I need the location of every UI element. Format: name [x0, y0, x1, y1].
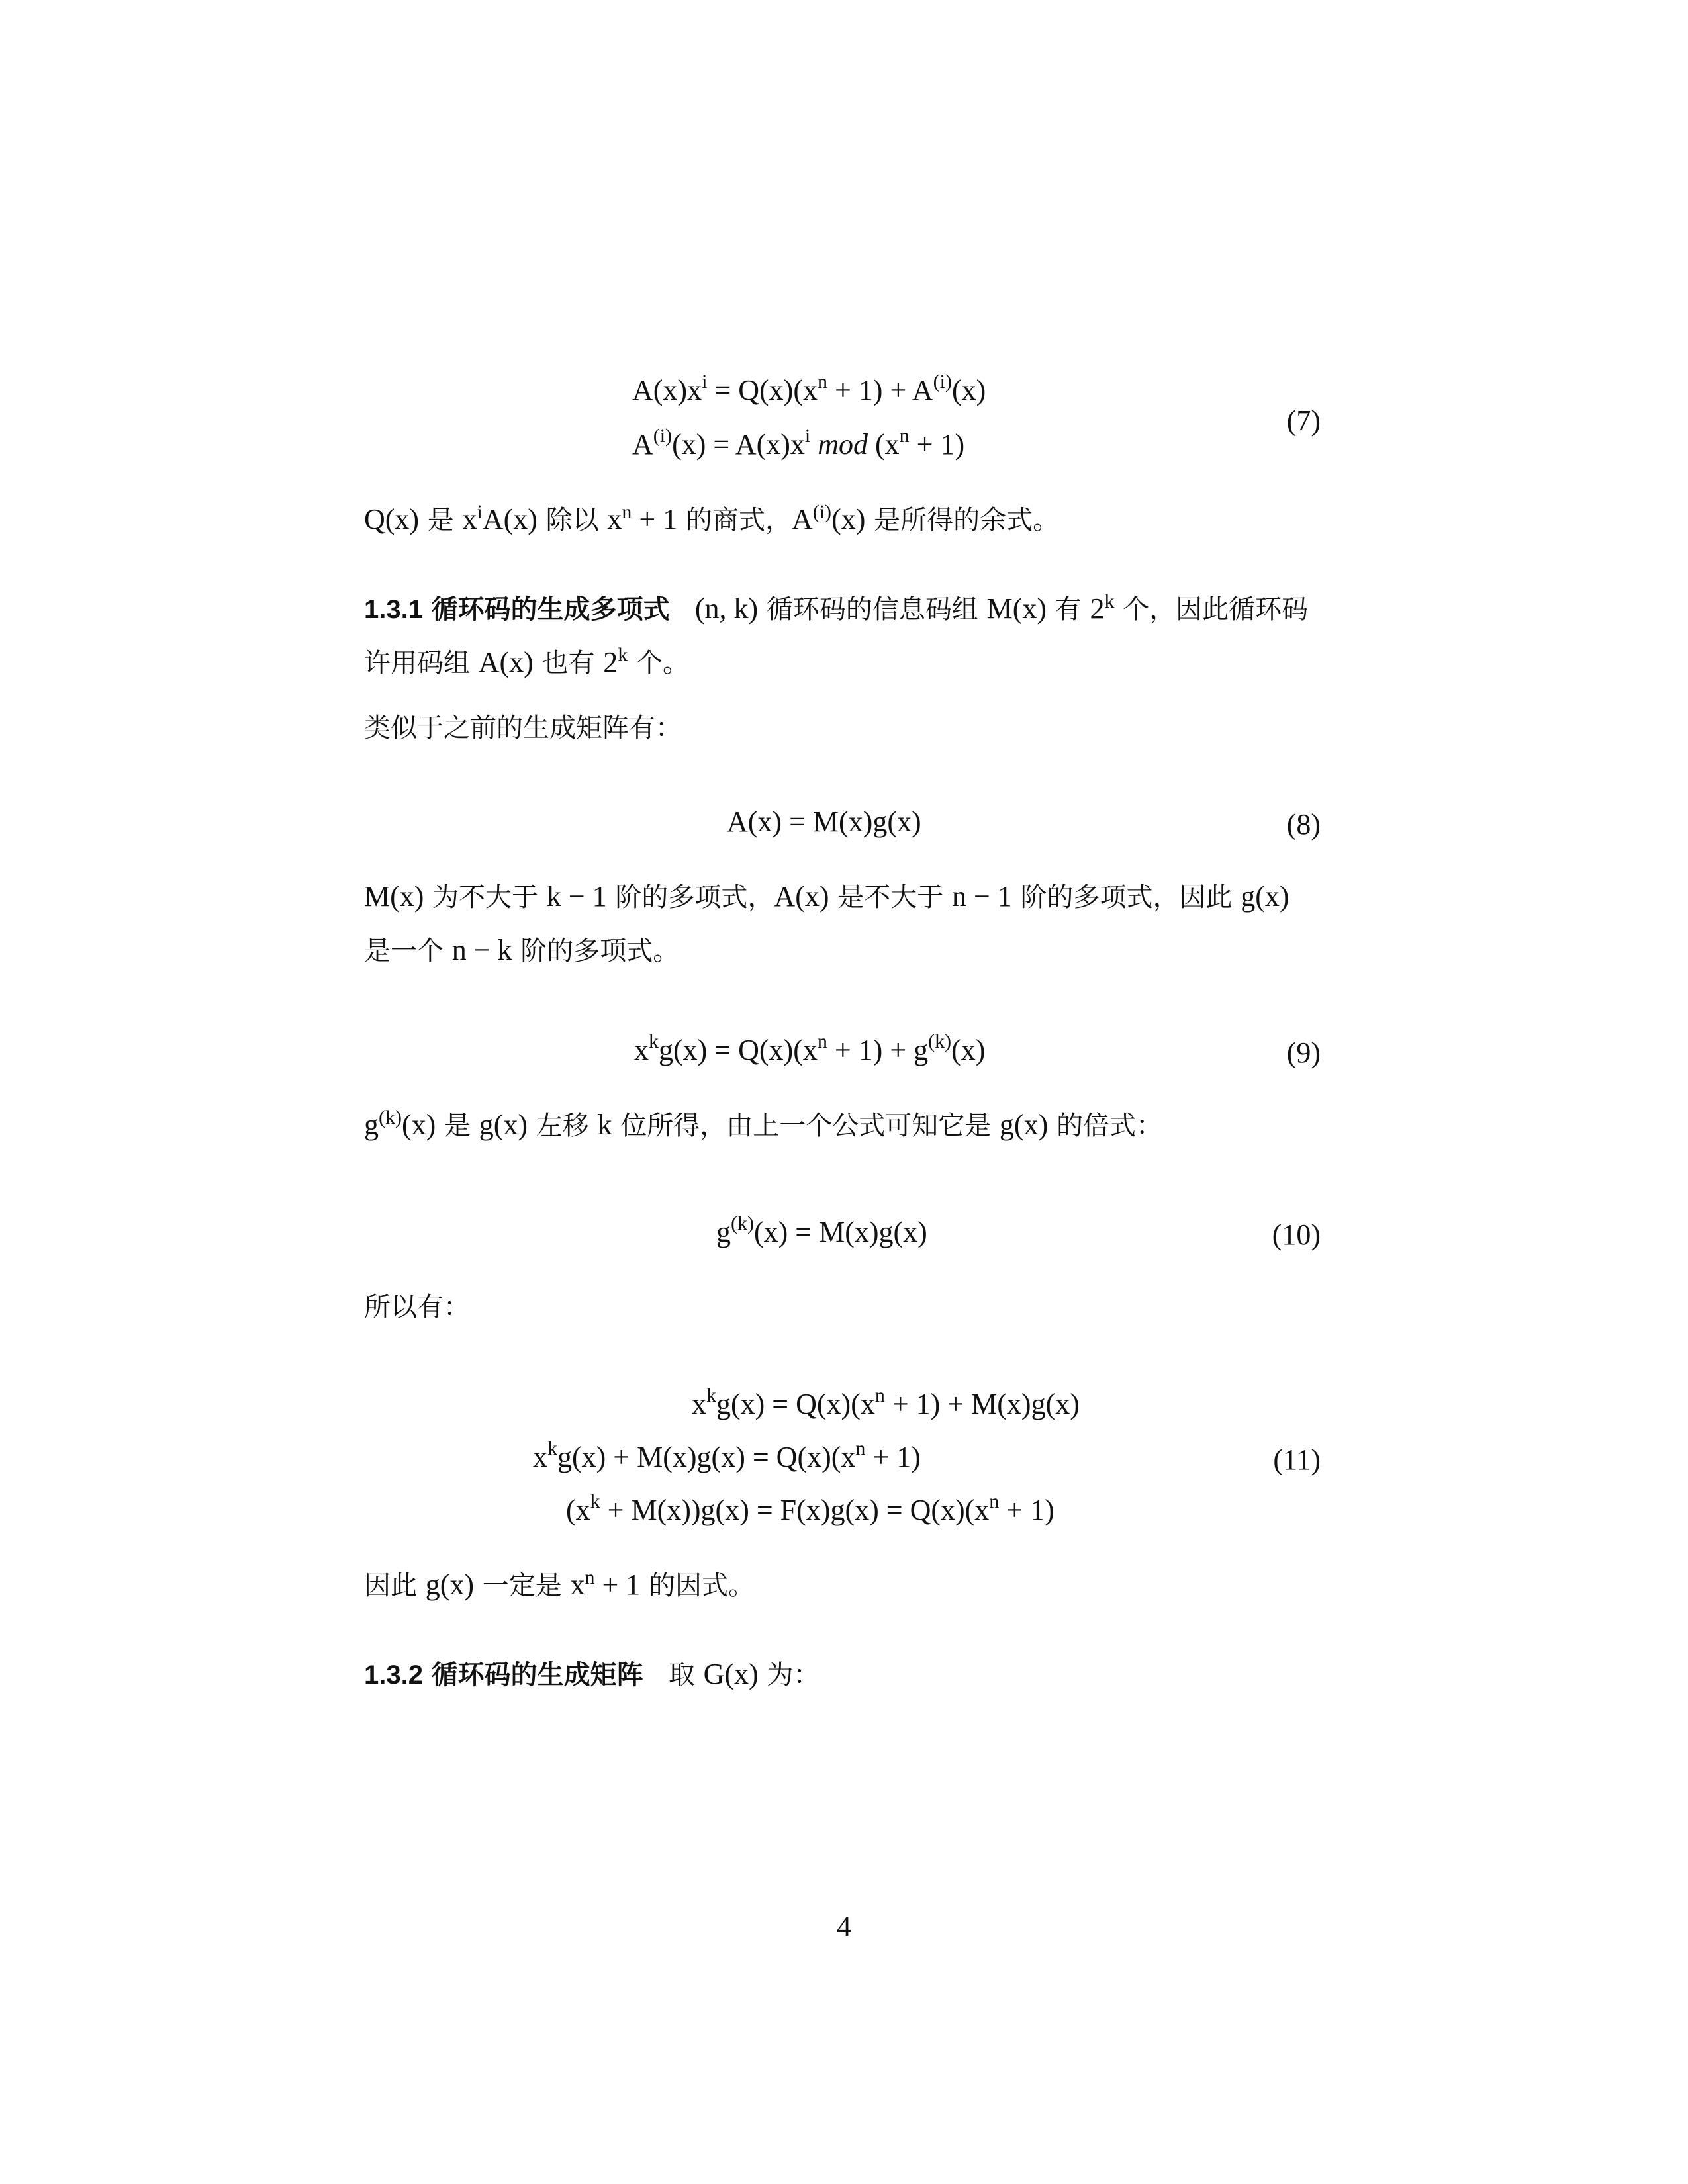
paragraph-degree: M(x) 为不大于 k − 1 阶的多项式，A(x) 是不大于 n − 1 阶的多项式，因此 g(x) 是一个 n − k 阶的多项式。	[364, 880, 1289, 966]
equation-7-number: (7)	[1286, 404, 1321, 437]
paragraph-generator-matrix-intro: 类似于之前的生成矩阵有：	[364, 713, 682, 743]
equation-9: $x^kg(x) = Q(x)(x^n + 1) + g^{(k)}(x)$	[634, 1030, 986, 1066]
section-title: 循环码的生成矩阵	[431, 1660, 643, 1690]
equation-7-line-1: $A(x)x^i = Q(x)(x^n + 1) + A^{(i)}(x)$	[632, 371, 986, 406]
section-title: 循环码的生成多项式	[431, 594, 670, 625]
equation-11-line-2: $x^kg(x) + M(x)g(x) = Q(x)(x^n + 1)$	[533, 1437, 921, 1473]
section-number: 1.3.1	[364, 595, 423, 624]
equation-7-line-2: $A^{(i)}(x) = A(x)x^i$ mod $(x^n + 1)$	[632, 425, 965, 461]
paragraph-quotient: Q(x) 是 $x^iA(x)$ 除以 $x^n + 1$ 的商式，$A^{(i)}(x)$ 是所得的余式。	[364, 501, 1060, 535]
paragraph-left-shift: $g^{(k)}(x)$ 是 g(x) 左移 k 位所得，由上一个公式可知它是 g(x) 的倍式：	[364, 1107, 1162, 1141]
equation-8: A(x) = M(x)g(x)	[727, 805, 921, 838]
paragraph-therefore: 所以有：	[364, 1292, 470, 1322]
paragraph-factor: 因此 g(x) 一定是 $x^n + 1$ 的因式。	[364, 1567, 755, 1601]
equation-11-number: (11)	[1273, 1443, 1321, 1476]
section-1-3-2: 1.3.2 循环码的生成矩阵 取 G(x) 为：	[364, 1658, 820, 1690]
equation-10-number: (10)	[1272, 1218, 1321, 1251]
section-1-3-1: 1.3.1 循环码的生成多项式 (n, k) 循环码的信息码组 M(x) 有 2$^k$ 个，因此循环码许用码组 A(x) 也有 2$^k$ 个。	[364, 590, 1309, 678]
equation-11-line-3: $(x^k + M(x))g(x) = F(x)g(x) = Q(x)(x^n + 1)$	[566, 1490, 1055, 1526]
equation-8-number: (8)	[1286, 808, 1321, 841]
section-number: 1.3.2	[364, 1661, 423, 1690]
equation-10: $g^{(k)}(x) = M(x)g(x)$	[716, 1212, 927, 1248]
equation-9-number: (9)	[1286, 1036, 1321, 1069]
page-number: 4	[837, 1910, 851, 1942]
equation-11-line-1: $x^kg(x) = Q(x)(x^n + 1) + M(x)g(x)$	[692, 1385, 1080, 1420]
